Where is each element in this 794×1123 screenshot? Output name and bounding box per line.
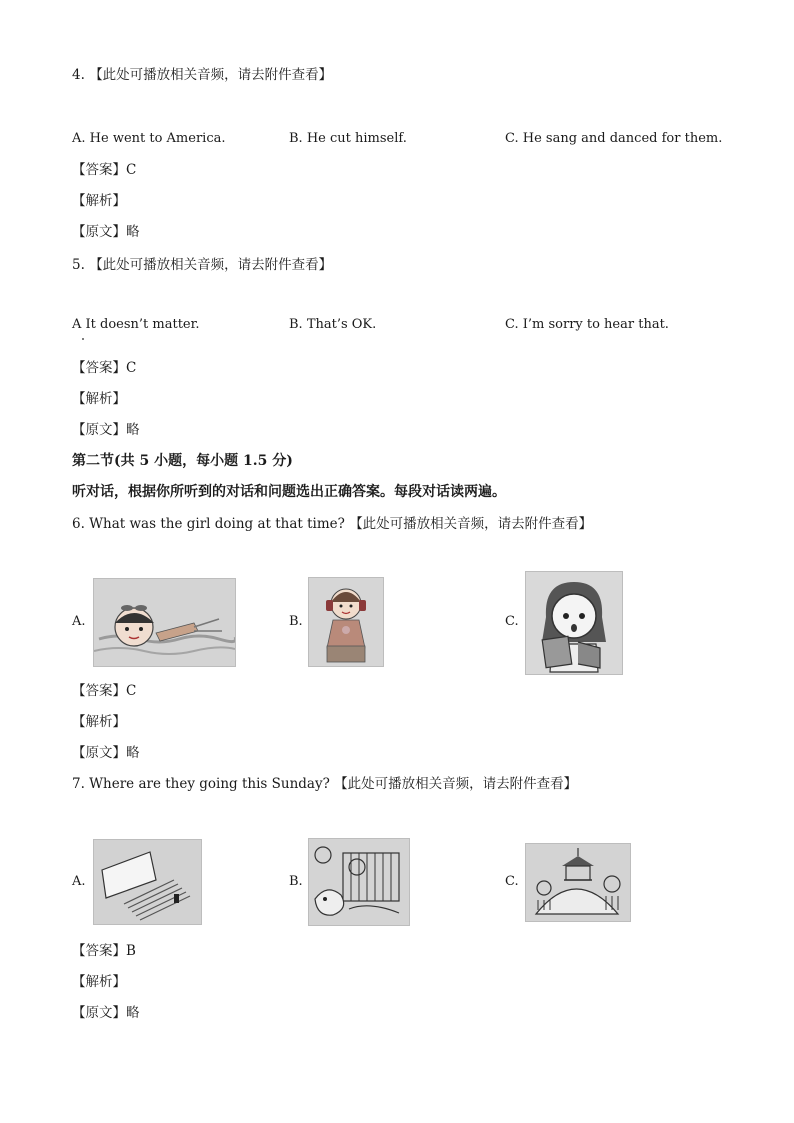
answer-label: 【答案】 <box>72 943 126 959</box>
audio-hint[interactable]: 【此处可播放相关音频，请去附件查看】 <box>349 516 593 532</box>
original-label: 【原文】 <box>72 1005 126 1021</box>
answer-label: 【答案】 <box>72 360 126 376</box>
original-text: 略 <box>126 224 140 240</box>
question-6-header <box>72 515 592 533</box>
q5-answer <box>72 359 136 377</box>
girl-headphones-icon <box>309 578 383 666</box>
q6-answer <box>72 682 136 700</box>
original-text: 略 <box>126 745 140 761</box>
q4-analysis: 【解析】 <box>72 193 126 209</box>
q4-original <box>72 223 140 241</box>
answer-value: B <box>126 943 136 959</box>
cinema-icon <box>94 840 201 924</box>
q4-option-b: B. He cut himself. <box>289 131 407 146</box>
audio-hint[interactable]: 【此处可播放相关音频，请去附件查看】 <box>334 776 578 792</box>
section-instruction: 听对话，根据你所听到的对话和问题选出正确答案。每段对话读两遍。 <box>72 484 506 500</box>
original-label: 【原文】 <box>72 745 126 761</box>
q5-option-b: B. That’s OK. <box>289 317 377 332</box>
question-7-header <box>72 775 577 793</box>
girl-reading-icon <box>526 572 622 674</box>
original-text: 略 <box>126 1005 140 1021</box>
swimming-girl-icon <box>94 579 235 666</box>
q4-option-a: A. He went to America. <box>72 131 226 146</box>
q7-answer <box>72 942 136 960</box>
answer-value: C <box>126 360 137 376</box>
question-number: 5. <box>72 257 85 273</box>
question-5-header <box>72 256 332 274</box>
q6-image-b-music <box>308 577 384 667</box>
q7-image-c-park <box>525 843 631 922</box>
answer-value: C <box>126 162 137 178</box>
q6-analysis: 【解析】 <box>72 714 126 730</box>
question-number: 4. <box>72 67 85 83</box>
q7-image-a-cinema <box>93 839 202 925</box>
section-title: 第二节(共 5 小题，每小题 1.5 分) <box>72 453 293 469</box>
park-pavilion-icon <box>526 844 630 921</box>
question-text: 6. What was the girl doing at that time? <box>72 516 345 532</box>
q5-original <box>72 421 140 439</box>
question-4-header <box>72 66 332 84</box>
q4-answer <box>72 161 136 179</box>
original-label: 【原文】 <box>72 224 126 240</box>
original-label: 【原文】 <box>72 422 126 438</box>
q6-label-a: A. <box>72 614 86 629</box>
q6-image-a-swimming <box>93 578 236 667</box>
q7-original <box>72 1004 140 1022</box>
original-text: 略 <box>126 422 140 438</box>
stray-dot <box>82 338 84 340</box>
audio-hint[interactable]: 【此处可播放相关音频，请去附件查看】 <box>89 67 333 83</box>
q5-option-a: A It doesn’t matter. <box>72 317 200 332</box>
q6-original <box>72 744 140 762</box>
answer-value: C <box>126 683 137 699</box>
q7-label-a: A. <box>72 874 86 889</box>
q7-analysis: 【解析】 <box>72 974 126 990</box>
q6-label-b: B. <box>289 614 303 629</box>
answer-label: 【答案】 <box>72 683 126 699</box>
q7-label-c: C. <box>505 874 519 889</box>
q6-image-c-reading <box>525 571 623 675</box>
q4-option-c: C. He sang and danced for them. <box>505 131 723 146</box>
answer-label: 【答案】 <box>72 162 126 178</box>
question-text: 7. Where are they going this Sunday? <box>72 776 330 792</box>
q7-label-b: B. <box>289 874 303 889</box>
q6-label-c: C. <box>505 614 519 629</box>
zoo-icon <box>309 839 409 925</box>
audio-hint[interactable]: 【此处可播放相关音频，请去附件查看】 <box>89 257 333 273</box>
q5-option-c: C. I’m sorry to hear that. <box>505 317 669 332</box>
q7-image-b-zoo <box>308 838 410 926</box>
q5-analysis: 【解析】 <box>72 391 126 407</box>
